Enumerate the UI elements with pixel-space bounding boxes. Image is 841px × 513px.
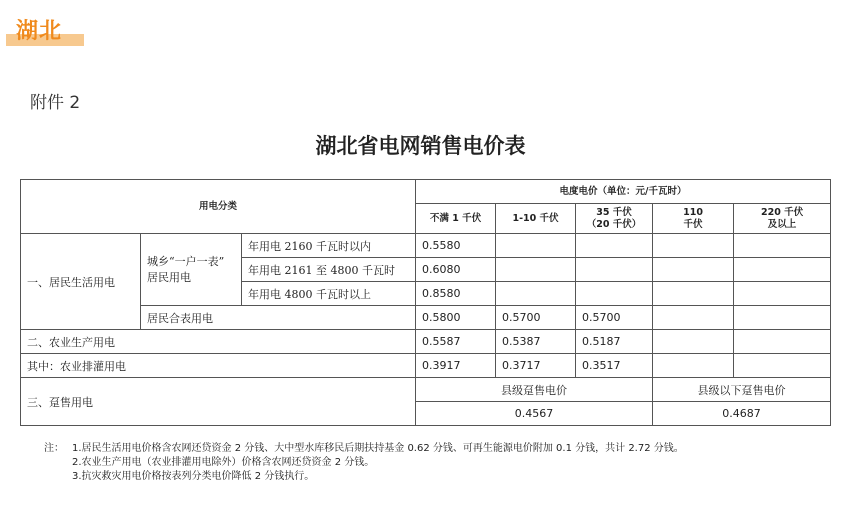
- price-cell: 0.5700: [576, 306, 653, 330]
- footnote-item: 注： 1.居民生活用电价格含农网还贷资金 2 分钱、大中型水库移民后期扶持基金 0.62 分钱、可再生能源电价附加 0.1 分钱，共计 2.72 分钱。: [44, 443, 684, 454]
- footnote-item: 2.农业生产用电（农业排灌用电除外）价格含农网还贷资金 2 分钱。: [72, 457, 375, 468]
- price-cell: 0.3717: [496, 354, 576, 378]
- county-wholesale-label: 县级趸售电价: [416, 378, 653, 402]
- voltage-header-110kv: 110 千伏: [653, 204, 734, 234]
- tier-label: 年用电 2161 至 4800 千瓦时: [242, 258, 416, 282]
- voltage-header-220kv: 220 千伏 及以上: [734, 204, 831, 234]
- document-title: 湖北省电网销售电价表: [315, 134, 526, 158]
- voltage-header-1-10kv: 1-10 千伏: [496, 204, 576, 234]
- tariff-table: [20, 179, 831, 426]
- region-badge: [0, 8, 84, 46]
- tier-label: 年用电 2160 千瓦时以内: [242, 234, 416, 258]
- one-meter-label: 城乡“一户一表” 居民用电: [141, 234, 242, 306]
- header-row-1: [21, 180, 831, 204]
- price-cell: 0.5800: [416, 306, 496, 330]
- price-cell: 0.6080: [416, 258, 496, 282]
- badge-label: 湖北: [16, 19, 63, 44]
- price-cell: 0.3917: [416, 354, 496, 378]
- price-cell: 0.5387: [496, 330, 576, 354]
- footnotes: [44, 442, 684, 484]
- county-wholesale-price: 0.4567: [416, 402, 653, 426]
- price-cell: 0.5587: [416, 330, 496, 354]
- price-cell: 0.5700: [496, 306, 576, 330]
- price-cell: 0.5580: [416, 234, 496, 258]
- voltage-header-lt1kv: 不满 1 千伏: [416, 204, 496, 234]
- price-cell: 0.5187: [576, 330, 653, 354]
- below-county-wholesale-label: 县级以下趸售电价: [653, 378, 831, 402]
- combined-meter-label: 居民合表用电: [141, 306, 416, 330]
- table-row: [21, 354, 831, 378]
- agriculture-label: 二、农业生产用电: [21, 330, 416, 354]
- voltage-header-35kv: 35 千伏 （20 千伏）: [576, 204, 653, 234]
- residential-label: 一、居民生活用电: [21, 234, 141, 330]
- table-row: [21, 234, 831, 258]
- price-cell: 0.3517: [576, 354, 653, 378]
- table-row: [21, 306, 831, 330]
- tier-label: 年用电 4800 千瓦时以上: [242, 282, 416, 306]
- below-county-wholesale-price: 0.4687: [653, 402, 831, 426]
- table-row: [21, 378, 831, 402]
- irrigation-label: 其中：农业排灌用电: [21, 354, 416, 378]
- table-row: [21, 330, 831, 354]
- annex-label: 附件 2: [30, 93, 81, 113]
- category-header: 用电分类: [21, 180, 416, 234]
- price-header: 电度电价（单位：元/千瓦时）: [416, 180, 831, 204]
- footnote-item: 3.抗灾救灾用电价格按表列分类电价降低 2 分钱执行。: [72, 471, 315, 482]
- price-cell: 0.8580: [416, 282, 496, 306]
- wholesale-label: 三、趸售用电: [21, 378, 416, 426]
